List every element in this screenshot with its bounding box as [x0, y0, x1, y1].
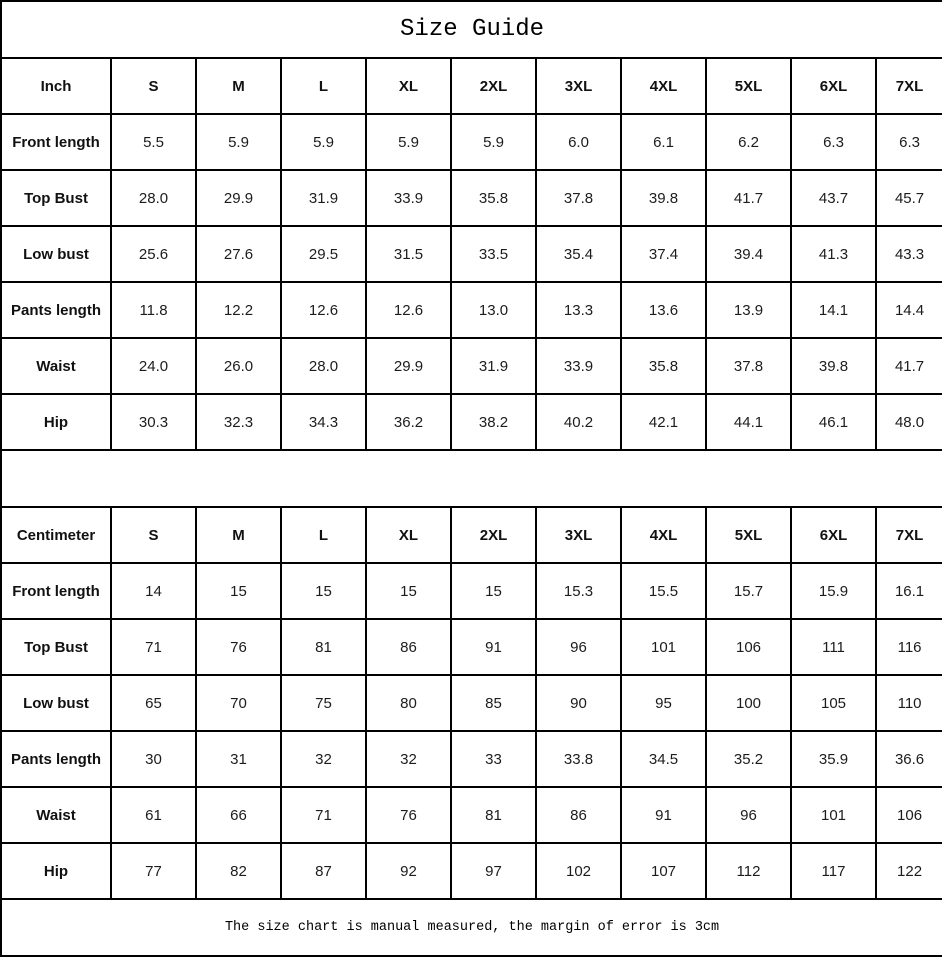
measurement-value-cell: 44.1: [706, 394, 791, 450]
measurement-value-cell: 15: [281, 563, 366, 619]
measurement-value-cell: 101: [791, 787, 876, 843]
measurement-value-cell: 86: [366, 619, 451, 675]
size-header-row: [1, 507, 942, 563]
section-gap: [1, 450, 942, 507]
size-header-cell: M: [196, 507, 281, 563]
measurement-value-cell: 33.8: [536, 731, 621, 787]
measurement-value-cell: 38.2: [451, 394, 536, 450]
measurement-value-cell: 15.7: [706, 563, 791, 619]
measurement-value-cell: 35.8: [451, 170, 536, 226]
measurement-value-cell: 6.0: [536, 114, 621, 170]
measurement-value-cell: 5.9: [366, 114, 451, 170]
measurement-value-cell: 29.5: [281, 226, 366, 282]
measurement-value-cell: 81: [451, 787, 536, 843]
measurement-value-cell: 101: [621, 619, 706, 675]
measurement-value-cell: 14.1: [791, 282, 876, 338]
measurement-value-cell: 29.9: [196, 170, 281, 226]
measurement-value-cell: 12.2: [196, 282, 281, 338]
measurement-value-cell: 35.2: [706, 731, 791, 787]
measurement-row: [1, 843, 942, 899]
measurement-value-cell: 24.0: [111, 338, 196, 394]
measurement-value-cell: 33: [451, 731, 536, 787]
measurement-value-cell: 41.7: [876, 338, 942, 394]
measurement-value-cell: 33.9: [536, 338, 621, 394]
measurement-value-cell: 5.9: [281, 114, 366, 170]
measurement-label-cell: Front length: [1, 563, 111, 619]
measurement-value-cell: 36.2: [366, 394, 451, 450]
measurement-value-cell: 100: [706, 675, 791, 731]
size-header-cell: 3XL: [536, 58, 621, 114]
measurement-label-cell: Low bust: [1, 226, 111, 282]
measurement-value-cell: 6.2: [706, 114, 791, 170]
measurement-value-cell: 15.5: [621, 563, 706, 619]
measurement-value-cell: 31.5: [366, 226, 451, 282]
measurement-value-cell: 31.9: [281, 170, 366, 226]
size-header-cell: 4XL: [621, 507, 706, 563]
measurement-value-cell: 37.8: [536, 170, 621, 226]
measurement-value-cell: 12.6: [366, 282, 451, 338]
measurement-value-cell: 32.3: [196, 394, 281, 450]
measurement-value-cell: 65: [111, 675, 196, 731]
measurement-value-cell: 11.8: [111, 282, 196, 338]
measurement-label-cell: Pants length: [1, 731, 111, 787]
measurement-value-cell: 35.8: [621, 338, 706, 394]
measurement-value-cell: 107: [621, 843, 706, 899]
size-header-cell: 7XL: [876, 58, 942, 114]
measurement-value-cell: 42.1: [621, 394, 706, 450]
footer-row: [1, 899, 942, 956]
size-header-cell: XL: [366, 507, 451, 563]
measurement-row: [1, 338, 942, 394]
measurement-value-cell: 39.4: [706, 226, 791, 282]
footer-note: The size chart is manual measured, the margin of error is 3cm: [1, 899, 942, 956]
size-header-cell: 5XL: [706, 507, 791, 563]
measurement-value-cell: 13.6: [621, 282, 706, 338]
measurement-value-cell: 75: [281, 675, 366, 731]
measurement-value-cell: 5.9: [196, 114, 281, 170]
measurement-row: [1, 675, 942, 731]
measurement-row: [1, 226, 942, 282]
measurement-row: [1, 563, 942, 619]
measurement-value-cell: 111: [791, 619, 876, 675]
size-header-cell: S: [111, 58, 196, 114]
measurement-value-cell: 33.5: [451, 226, 536, 282]
measurement-value-cell: 110: [876, 675, 942, 731]
measurement-value-cell: 48.0: [876, 394, 942, 450]
measurement-value-cell: 15.9: [791, 563, 876, 619]
size-header-cell: L: [281, 507, 366, 563]
measurement-value-cell: 106: [876, 787, 942, 843]
measurement-value-cell: 16.1: [876, 563, 942, 619]
measurement-value-cell: 117: [791, 843, 876, 899]
measurement-value-cell: 37.4: [621, 226, 706, 282]
measurement-value-cell: 91: [621, 787, 706, 843]
measurement-row: [1, 619, 942, 675]
measurement-value-cell: 15.3: [536, 563, 621, 619]
measurement-row: [1, 282, 942, 338]
measurement-row: [1, 394, 942, 450]
measurement-value-cell: 36.6: [876, 731, 942, 787]
measurement-value-cell: 15: [366, 563, 451, 619]
measurement-label-cell: Pants length: [1, 282, 111, 338]
measurement-value-cell: 86: [536, 787, 621, 843]
gap-row: [1, 450, 942, 507]
size-header-cell: 2XL: [451, 58, 536, 114]
title-row: [1, 1, 942, 58]
size-header-cell: 6XL: [791, 507, 876, 563]
size-header-cell: 6XL: [791, 58, 876, 114]
measurement-value-cell: 28.0: [281, 338, 366, 394]
measurement-value-cell: 96: [706, 787, 791, 843]
measurement-value-cell: 15: [196, 563, 281, 619]
measurement-value-cell: 14.4: [876, 282, 942, 338]
measurement-value-cell: 27.6: [196, 226, 281, 282]
measurement-value-cell: 87: [281, 843, 366, 899]
measurement-label-cell: Waist: [1, 787, 111, 843]
measurement-value-cell: 25.6: [111, 226, 196, 282]
size-header-cell: 5XL: [706, 58, 791, 114]
measurement-label-cell: Hip: [1, 394, 111, 450]
measurement-value-cell: 80: [366, 675, 451, 731]
size-header-cell: 2XL: [451, 507, 536, 563]
measurement-label-cell: Hip: [1, 843, 111, 899]
measurement-value-cell: 32: [281, 731, 366, 787]
measurement-value-cell: 5.9: [451, 114, 536, 170]
measurement-value-cell: 61: [111, 787, 196, 843]
measurement-value-cell: 106: [706, 619, 791, 675]
measurement-value-cell: 41.7: [706, 170, 791, 226]
measurement-value-cell: 77: [111, 843, 196, 899]
measurement-value-cell: 34.3: [281, 394, 366, 450]
measurement-value-cell: 43.7: [791, 170, 876, 226]
measurement-value-cell: 92: [366, 843, 451, 899]
measurement-row: [1, 787, 942, 843]
size-header-cell: M: [196, 58, 281, 114]
measurement-value-cell: 39.8: [791, 338, 876, 394]
measurement-value-cell: 35.4: [536, 226, 621, 282]
measurement-row: [1, 731, 942, 787]
measurement-value-cell: 34.5: [621, 731, 706, 787]
measurement-value-cell: 40.2: [536, 394, 621, 450]
size-header-cell: 3XL: [536, 507, 621, 563]
measurement-value-cell: 32: [366, 731, 451, 787]
measurement-value-cell: 12.6: [281, 282, 366, 338]
measurement-value-cell: 76: [196, 619, 281, 675]
measurement-value-cell: 13.9: [706, 282, 791, 338]
measurement-value-cell: 39.8: [621, 170, 706, 226]
measurement-value-cell: 6.1: [621, 114, 706, 170]
measurement-label-cell: Top Bust: [1, 619, 111, 675]
measurement-value-cell: 6.3: [876, 114, 942, 170]
measurement-value-cell: 43.3: [876, 226, 942, 282]
measurement-value-cell: 90: [536, 675, 621, 731]
measurement-value-cell: 14: [111, 563, 196, 619]
measurement-value-cell: 95: [621, 675, 706, 731]
measurement-label-cell: Front length: [1, 114, 111, 170]
measurement-label-cell: Low bust: [1, 675, 111, 731]
measurement-value-cell: 81: [281, 619, 366, 675]
measurement-value-cell: 28.0: [111, 170, 196, 226]
size-header-cell: S: [111, 507, 196, 563]
measurement-row: [1, 114, 942, 170]
measurement-value-cell: 6.3: [791, 114, 876, 170]
measurement-value-cell: 13.3: [536, 282, 621, 338]
measurement-value-cell: 70: [196, 675, 281, 731]
measurement-value-cell: 96: [536, 619, 621, 675]
measurement-value-cell: 66: [196, 787, 281, 843]
measurement-value-cell: 30: [111, 731, 196, 787]
measurement-value-cell: 26.0: [196, 338, 281, 394]
size-header-cell: 4XL: [621, 58, 706, 114]
unit-header-cell: Inch: [1, 58, 111, 114]
measurement-value-cell: 35.9: [791, 731, 876, 787]
measurement-value-cell: 29.9: [366, 338, 451, 394]
measurement-value-cell: 46.1: [791, 394, 876, 450]
measurement-value-cell: 13.0: [451, 282, 536, 338]
measurement-row: [1, 170, 942, 226]
measurement-value-cell: 37.8: [706, 338, 791, 394]
size-header-cell: 7XL: [876, 507, 942, 563]
measurement-value-cell: 31.9: [451, 338, 536, 394]
measurement-value-cell: 15: [451, 563, 536, 619]
measurement-label-cell: Top Bust: [1, 170, 111, 226]
measurement-value-cell: 71: [281, 787, 366, 843]
measurement-value-cell: 112: [706, 843, 791, 899]
measurement-value-cell: 122: [876, 843, 942, 899]
measurement-value-cell: 30.3: [111, 394, 196, 450]
measurement-value-cell: 82: [196, 843, 281, 899]
measurement-value-cell: 41.3: [791, 226, 876, 282]
measurement-value-cell: 105: [791, 675, 876, 731]
measurement-label-cell: Waist: [1, 338, 111, 394]
measurement-value-cell: 91: [451, 619, 536, 675]
size-header-row: [1, 58, 942, 114]
measurement-value-cell: 97: [451, 843, 536, 899]
measurement-value-cell: 33.9: [366, 170, 451, 226]
measurement-value-cell: 85: [451, 675, 536, 731]
page-title: Size Guide: [1, 1, 942, 58]
measurement-value-cell: 5.5: [111, 114, 196, 170]
measurement-value-cell: 45.7: [876, 170, 942, 226]
size-header-cell: L: [281, 58, 366, 114]
measurement-value-cell: 71: [111, 619, 196, 675]
measurement-value-cell: 31: [196, 731, 281, 787]
measurement-value-cell: 116: [876, 619, 942, 675]
unit-header-cell: Centimeter: [1, 507, 111, 563]
measurement-value-cell: 102: [536, 843, 621, 899]
size-header-cell: XL: [366, 58, 451, 114]
measurement-value-cell: 76: [366, 787, 451, 843]
